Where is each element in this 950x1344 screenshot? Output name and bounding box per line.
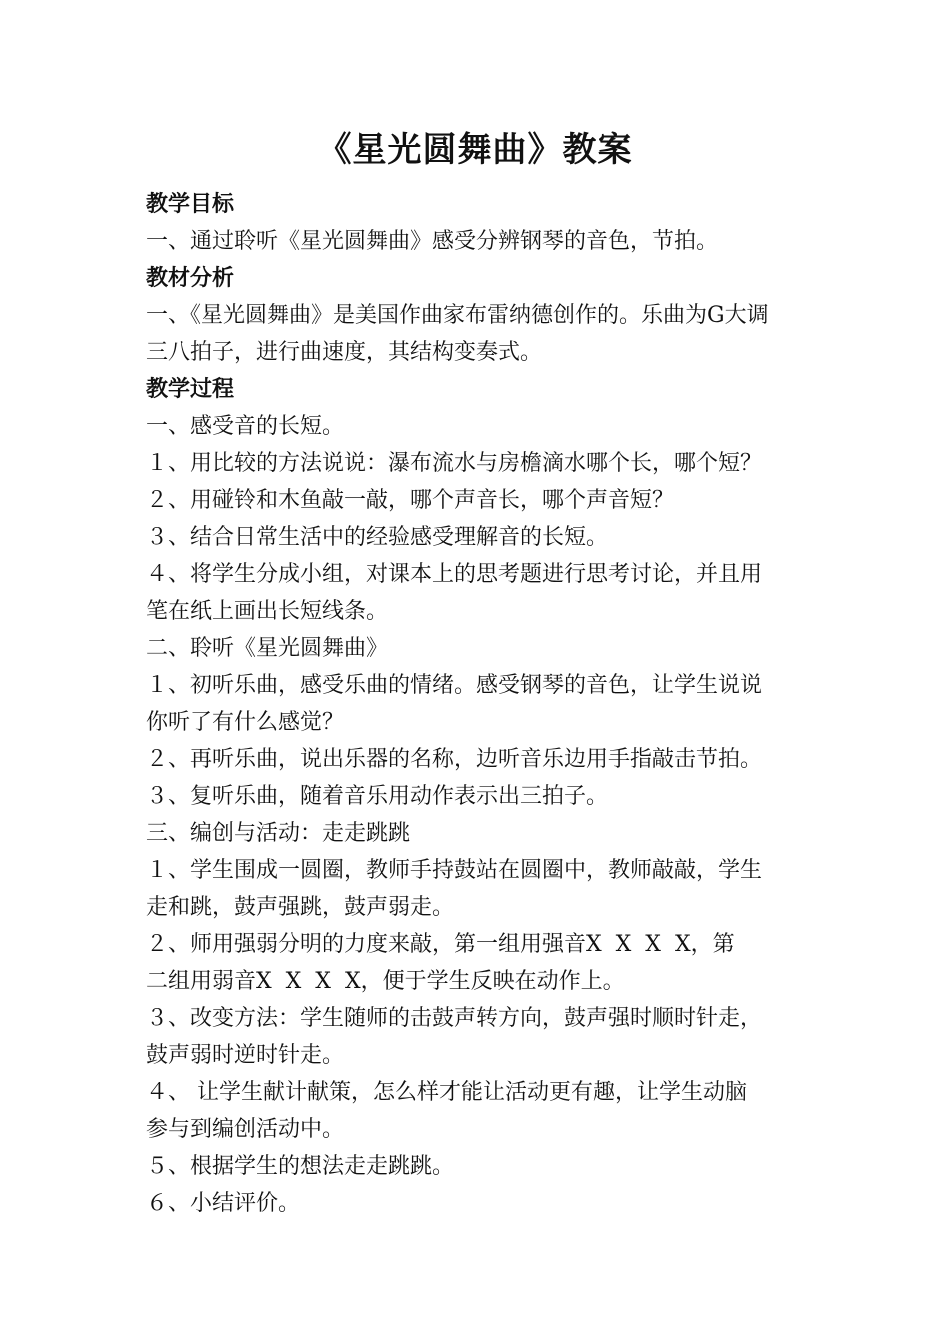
body-text-line: ２、用碰铃和木鱼敲一敲，哪个声音长，哪个声音短？ <box>146 488 675 513</box>
body-text-line: 一、《星光圆舞曲》是美国作曲家布雷纳德创作的。乐曲为G大调 <box>146 303 769 328</box>
body-text-line: 三八拍子，进行曲速度，其结构变奏式。 <box>146 340 543 365</box>
body-text-line: ４、 让学生献计献策，怎么样才能让活动更有趣，让学生动脑 <box>146 1080 747 1105</box>
body-text-line: 参与到编创活动中。 <box>146 1117 345 1142</box>
body-text-line: 三、编创与活动：走走跳跳 <box>146 821 411 846</box>
body-text-line: 走和跳，鼓声强跳，鼓声弱走。 <box>146 895 455 920</box>
body-text-line: 二组用弱音X X X X，便于学生反映在动作上。 <box>146 969 625 994</box>
body-text-line: ３、结合日常生活中的经验感受理解音的长短。 <box>146 525 609 550</box>
body-text-line: １、学生围成一圆圈，教师手持鼓站在圆圈中，教师敲敲，学生 <box>146 858 763 883</box>
body-text-line: 一、通过聆听《星光圆舞曲》感受分辨钢琴的音色，节拍。 <box>146 229 719 254</box>
body-text-line: ２、师用强弱分明的力度来敲，第一组用强音X X X X，第 <box>146 932 735 957</box>
body-text-line: ５、根据学生的想法走走跳跳。 <box>146 1154 455 1179</box>
document-body <box>146 186 810 1222</box>
body-text-line: 一、感受音的长短。 <box>146 414 345 439</box>
body-text-line: ３、复听乐曲，随着音乐用动作表示出三拍子。 <box>146 784 609 809</box>
body-text-line: １、用比较的方法说说：瀑布流水与房檐滴水哪个长，哪个短？ <box>146 451 763 476</box>
section-heading: 教学过程 <box>146 377 235 402</box>
body-text-line: 你听了有什么感觉？ <box>146 710 345 735</box>
body-text-line: ４、将学生分成小组，对课本上的思考题进行思考讨论，并且用 <box>146 562 763 587</box>
body-text-line: ３、改变方法：学生随师的击鼓声转方向，鼓声强时顺时针走， <box>146 1006 763 1031</box>
body-text-line: 二、聆听《星光圆舞曲》 <box>146 636 389 661</box>
body-text-line: 鼓声弱时逆时针走。 <box>146 1043 345 1068</box>
body-text-line: ６、小结评价。 <box>146 1191 301 1216</box>
body-text-line: 笔在纸上画出长短线条。 <box>146 599 389 624</box>
section-heading: 教学目标 <box>146 192 235 217</box>
section-heading: 教材分析 <box>146 266 235 291</box>
body-text-line: ２、再听乐曲，说出乐器的名称，边听音乐边用手指敲击节拍。 <box>146 747 763 772</box>
document-title: 《星光圆舞曲》教案 <box>317 130 633 170</box>
body-text-line: １、初听乐曲，感受乐曲的情绪。感受钢琴的音色，让学生说说 <box>146 673 763 698</box>
